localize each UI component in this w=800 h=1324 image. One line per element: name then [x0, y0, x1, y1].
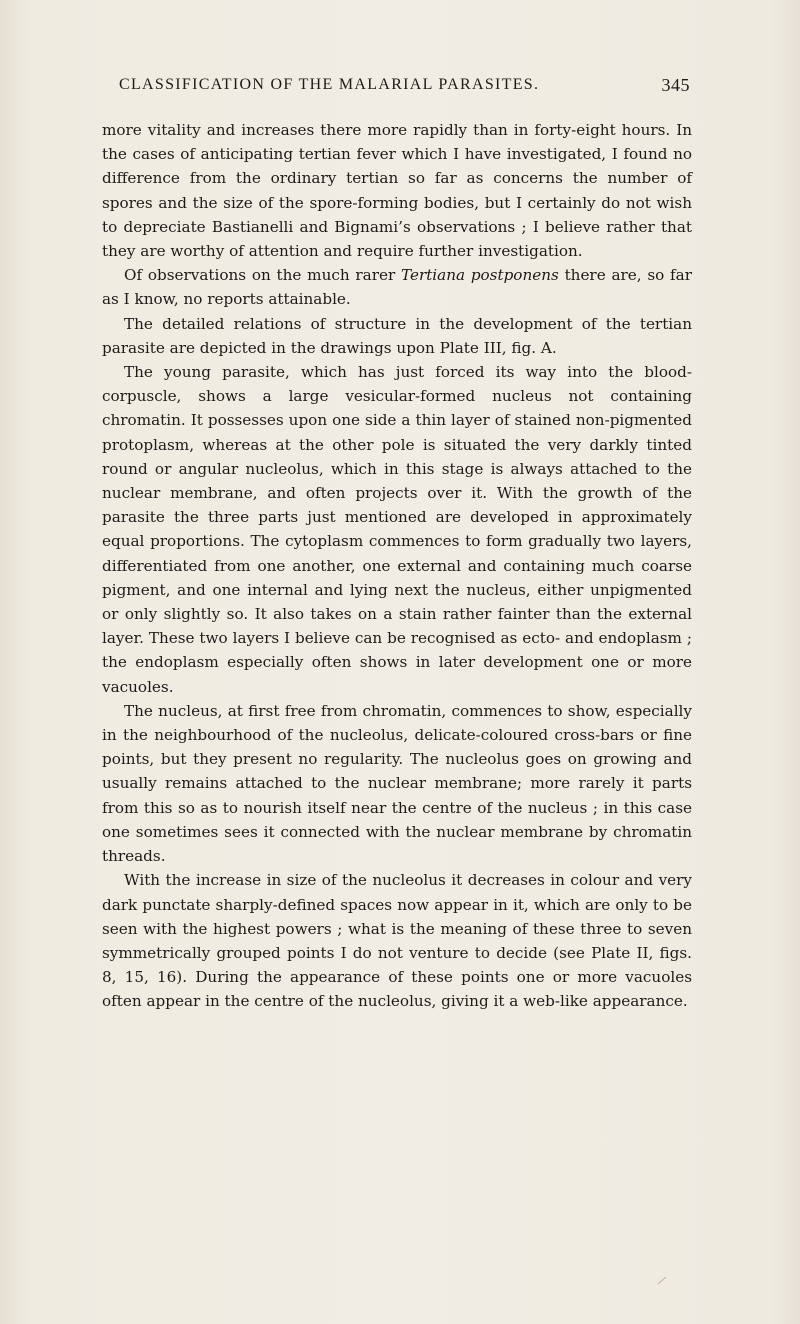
paragraph: The nucleus, at first free from chromatin, commences to show, especially in the neighbourhood of the nucleolus, delicate-coloured cross-bars or fine points, but they present no regularity. The nucleolus goes on growing and usually remains attached to the nuclear membrane; more rarely it parts from this so as to nourish itself near the centre of the nucleus ; in this case one sometimes sees it connected with the nuclear membrane by chromatin threads.: [102, 701, 692, 866]
running-head: CLASSIFICATION OF THE MALARIAL PARASITES.: [119, 76, 540, 93]
paragraph: more vitality and increases there more rapidly than in forty-eight hours. In the cases of anticipating tertian fever which I have investigated, I found no difference from the ordinary tertian so far as concerns the number of spores and the size of the spore-forming bodies, but I certainly do not wish to depreciate Bastianelli and Bignami’s observations ; I believe rather that they are worthy of attention and require further investigation.: [102, 121, 692, 261]
paragraph: The young parasite, which has just forced its way into the blood-corpuscle, shows a large vesicular-formed nucleus not containing chromatin. It possesses upon one side a thin layer of stained non-pigmented protoplasm, whereas at the other pole is situated the very darkly tinted round or angular nucleolus, which in this stage is always attached to the nuclear membrane, and often projects over it. With the growth of the parasite the three parts just mentioned are developed in approximately equal proportions. The cytoplasm commences to form gradually two layers, differentiated from one another, one external and containing much coarse pigment, and one internal and lying next the nucleus, either unpigmented or only slightly so. It also takes on a stain rather fainter than the external layer. These two layers I believe can be recognised as ecto- and endoplasm ; the endoplasm especially often shows in later development one or more vacuoles.: [102, 363, 692, 696]
page-number: 345: [661, 75, 690, 95]
page-header: [100, 76, 690, 106]
paragraph: The detailed relations of structure in the development of the tertian parasite are depicted in the drawings upon Plate III, fig. A.: [102, 314, 692, 357]
species-name: Tertiana postponens: [401, 266, 559, 285]
paragraph: With the increase in size of the nucleolus it decreases in colour and very dark punctate sharply-defined spaces now appear in it, which are only to be seen with the highest powers ; what is the meaning of these three to seven symmetrically grouped points I do not venture to decide (see Plate II, figs. 8, 15, 16). During the appearance of these points one or more vacuoles often appear in the centre of the nucleolus, giving it a web-like appearance.: [102, 871, 692, 1011]
paragraph: Of observations on the much rarer Tertiana postponens there are, so far as I know, no reports attainable.: [102, 266, 692, 309]
body-text: [102, 118, 692, 1014]
stray-pencil-mark: [658, 1277, 666, 1284]
